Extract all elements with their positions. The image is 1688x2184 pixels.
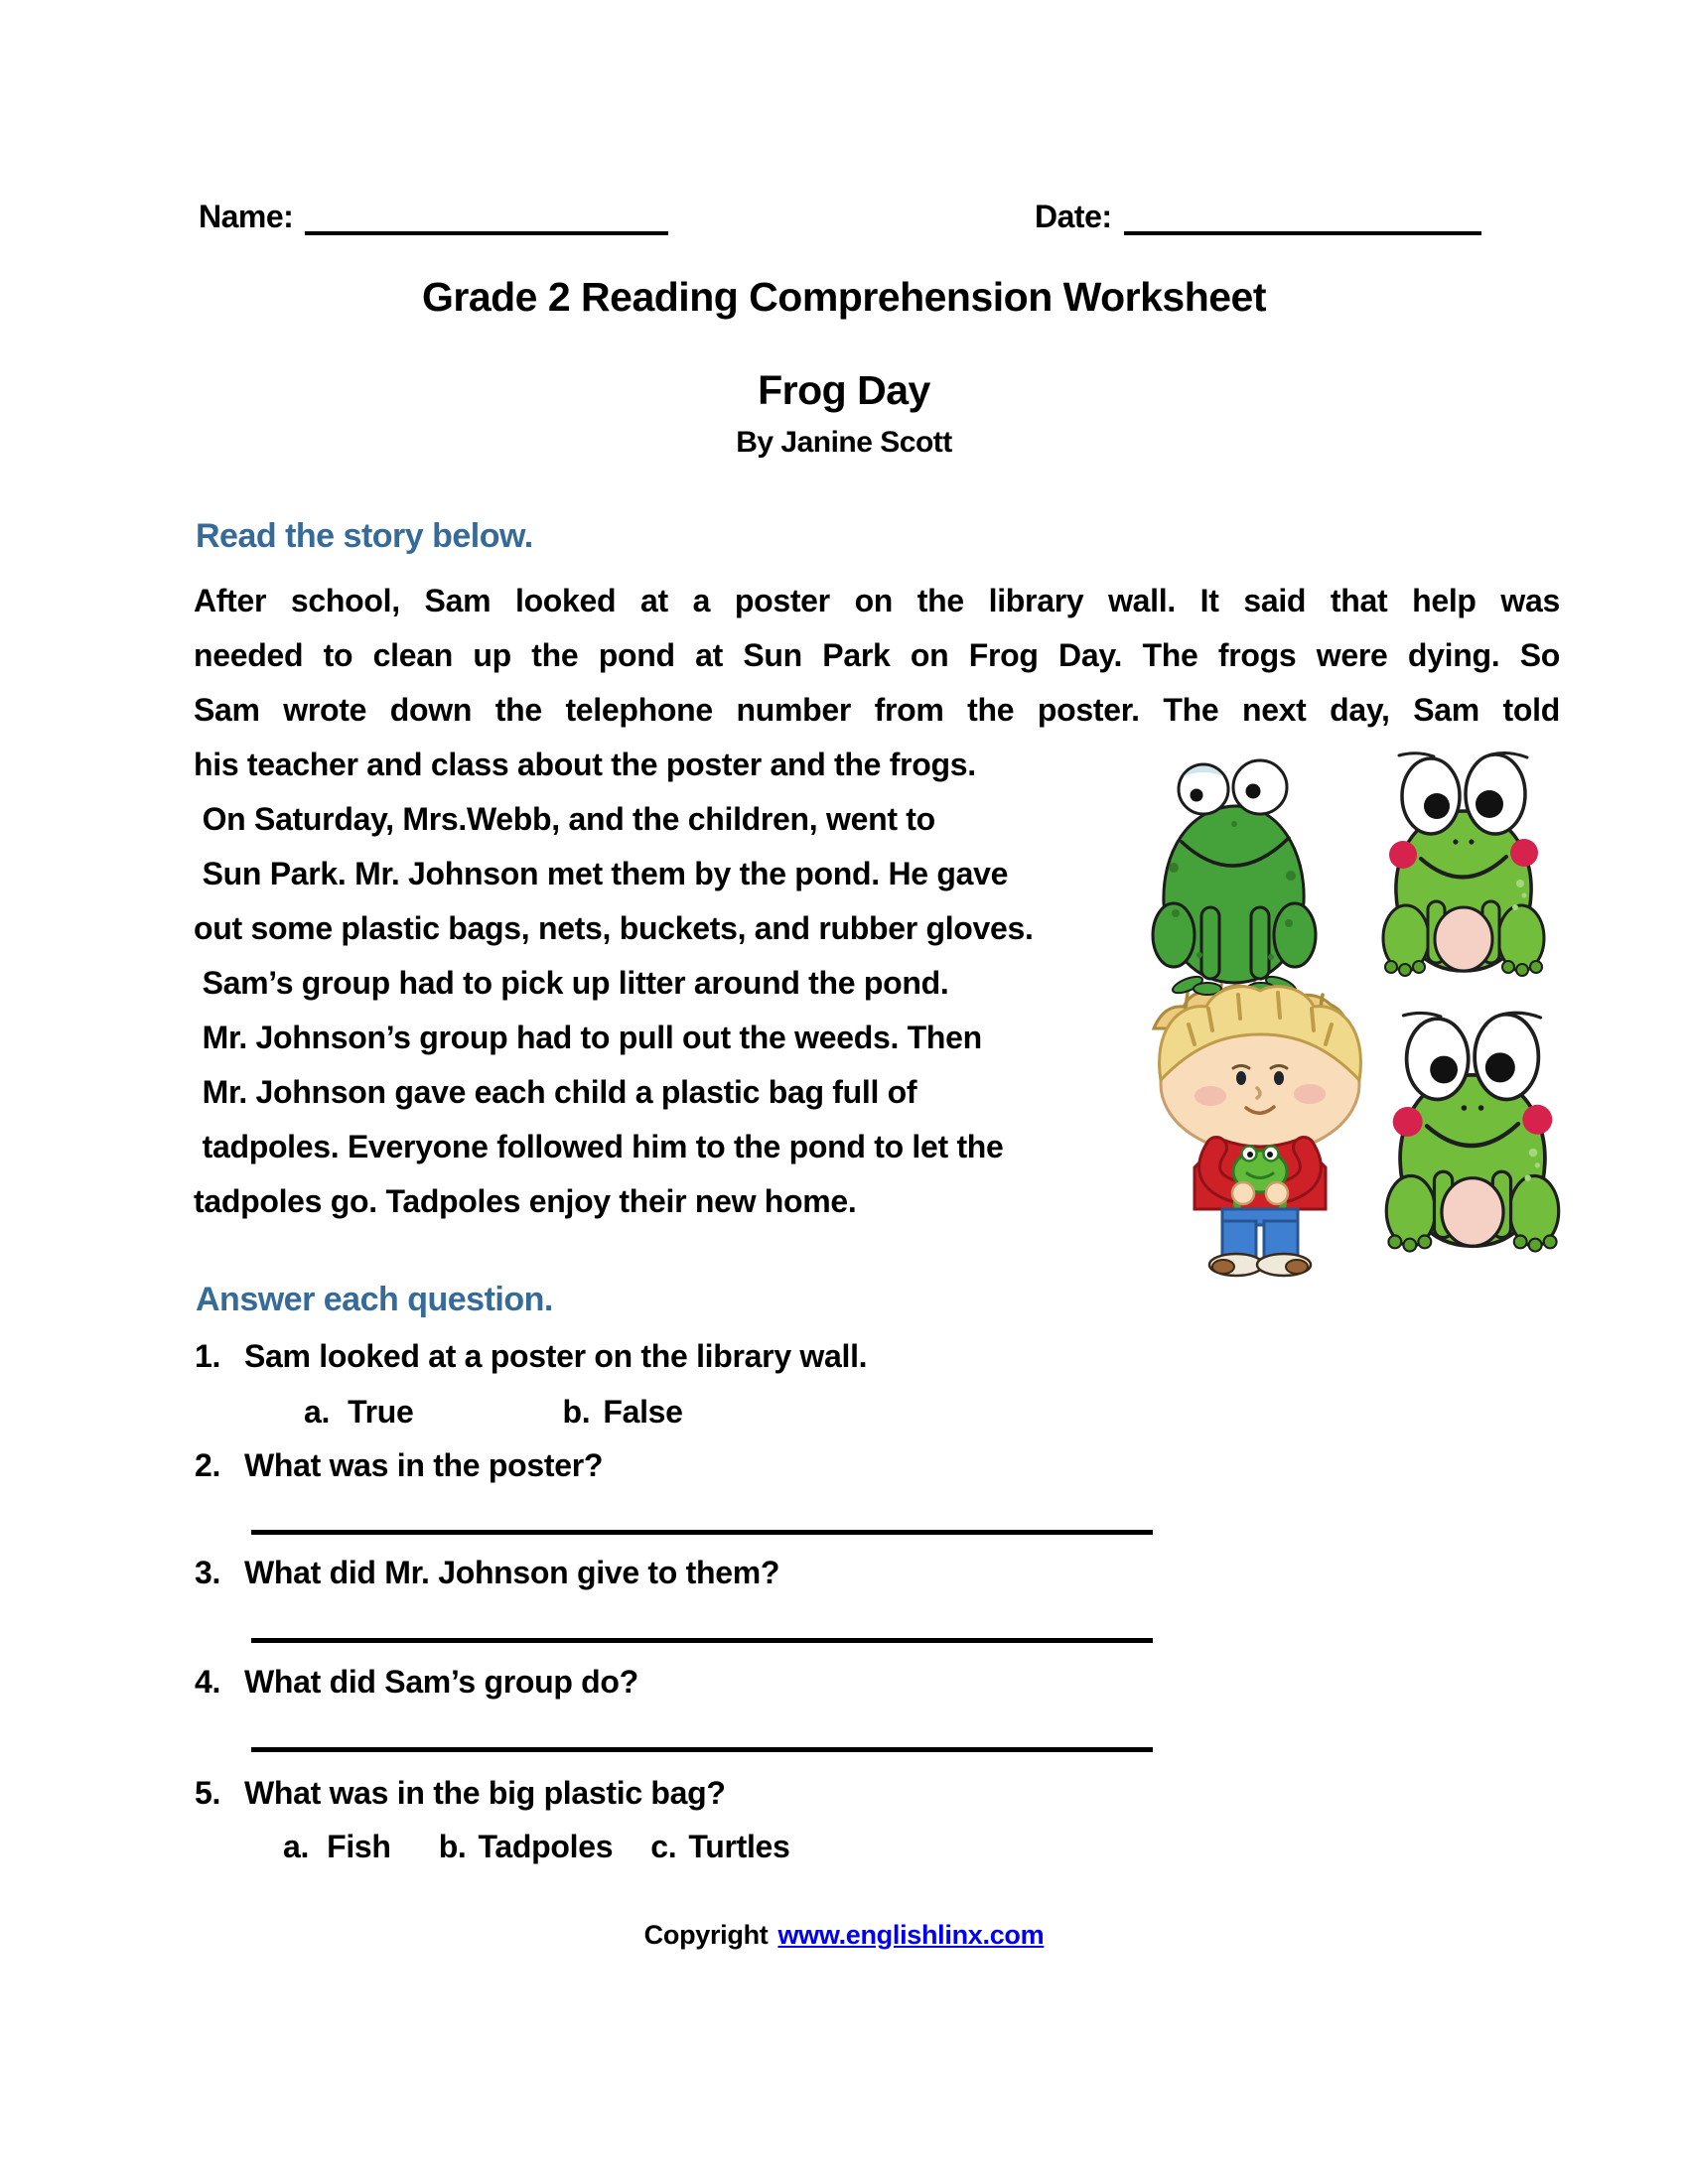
option-text: True xyxy=(348,1394,414,1430)
story-line: Sam’s group had to pick up litter around the pond. xyxy=(194,965,949,1001)
name-label: Name: xyxy=(199,199,294,234)
option-b xyxy=(562,1394,682,1430)
option-label: a. xyxy=(304,1394,331,1430)
story-line: tadpoles go. Tadpoles enjoy their new home. xyxy=(194,1183,857,1219)
question-number: 5. xyxy=(195,1775,221,1811)
answer-questions-heading: Answer each question. xyxy=(196,1281,553,1318)
question-text: What was in the poster? xyxy=(244,1447,604,1483)
question-text: What did Sam’s group do? xyxy=(244,1664,638,1700)
question-number: 4. xyxy=(195,1664,221,1700)
question-text: Sam looked at a poster on the library wall. xyxy=(244,1338,868,1374)
story-line: needed to clean up the pond at Sun Park on Frog Day. The frogs were dying. So xyxy=(194,637,1560,673)
story-line: Mr. Johnson’s group had to pull out the weeds. Then xyxy=(194,1020,982,1055)
option-text: Fish xyxy=(327,1829,391,1864)
option-a xyxy=(283,1829,391,1864)
question-2 xyxy=(195,1447,603,1484)
option-a xyxy=(304,1394,413,1430)
copyright-label: Copyright xyxy=(643,1920,769,1950)
option-label: b. xyxy=(562,1394,591,1430)
question-5-options xyxy=(283,1829,790,1865)
answer-blank-line[interactable] xyxy=(251,1638,1153,1643)
date-input-line[interactable] xyxy=(1124,202,1481,235)
option-b xyxy=(439,1829,614,1864)
story-line: Sun Park. Mr. Johnson met them by the pond. He gave xyxy=(194,856,1009,891)
option-c xyxy=(650,1829,789,1864)
page-title: Grade 2 Reading Comprehension Worksheet xyxy=(421,274,1267,320)
question-3 xyxy=(195,1555,779,1591)
story-line: After school, Sam looked at a poster on the library wall. It said that help was xyxy=(194,583,1560,618)
story-title: Frog Day xyxy=(758,367,930,413)
story-line: Mr. Johnson gave each child a plastic bag full of xyxy=(194,1074,917,1110)
question-1-options xyxy=(304,1394,683,1431)
story-line: his teacher and class about the poster and the frogs. xyxy=(194,747,976,782)
option-text: False xyxy=(603,1394,683,1430)
big-eyed-frog-illustration xyxy=(1378,751,1549,989)
question-number: 2. xyxy=(195,1447,221,1483)
answer-blank-line[interactable] xyxy=(251,1747,1153,1752)
answer-blank-line[interactable] xyxy=(251,1530,1153,1535)
option-label: a. xyxy=(283,1829,310,1864)
question-text: What did Mr. Johnson give to them? xyxy=(244,1555,780,1590)
green-frog-illustration xyxy=(1140,756,1329,1000)
question-number: 3. xyxy=(195,1555,221,1590)
option-label: b. xyxy=(438,1829,467,1864)
question-text: What was in the big plastic bag? xyxy=(244,1775,726,1811)
name-input-line[interactable] xyxy=(305,202,668,235)
story-line: out some plastic bags, nets, buckets, and rubber gloves. xyxy=(194,910,1034,946)
name-field-group xyxy=(199,199,668,235)
question-number: 1. xyxy=(195,1338,221,1374)
question-4 xyxy=(195,1664,638,1701)
boy-holding-frog-illustration xyxy=(1130,973,1390,1281)
big-eyed-frog-illustration xyxy=(1382,993,1563,1283)
option-text: Turtles xyxy=(688,1829,790,1864)
byline: By Janine Scott xyxy=(736,426,952,459)
copyright-link[interactable]: www.englishlinx.com xyxy=(777,1920,1045,1950)
question-1 xyxy=(195,1338,867,1375)
copyright-footer xyxy=(0,1920,1688,1951)
date-field-group xyxy=(1035,199,1481,235)
option-label: c. xyxy=(650,1829,677,1864)
read-story-heading: Read the story below. xyxy=(196,517,533,555)
story-line: tadpoles. Everyone followed him to the pond to let the xyxy=(194,1129,1004,1164)
story-line: On Saturday, Mrs.Webb, and the children, went to xyxy=(194,801,935,837)
date-label: Date: xyxy=(1035,199,1112,234)
question-5 xyxy=(195,1775,726,1812)
option-text: Tadpoles xyxy=(478,1829,614,1864)
story-line: Sam wrote down the telephone number from the poster. The next day, Sam told xyxy=(194,692,1560,728)
